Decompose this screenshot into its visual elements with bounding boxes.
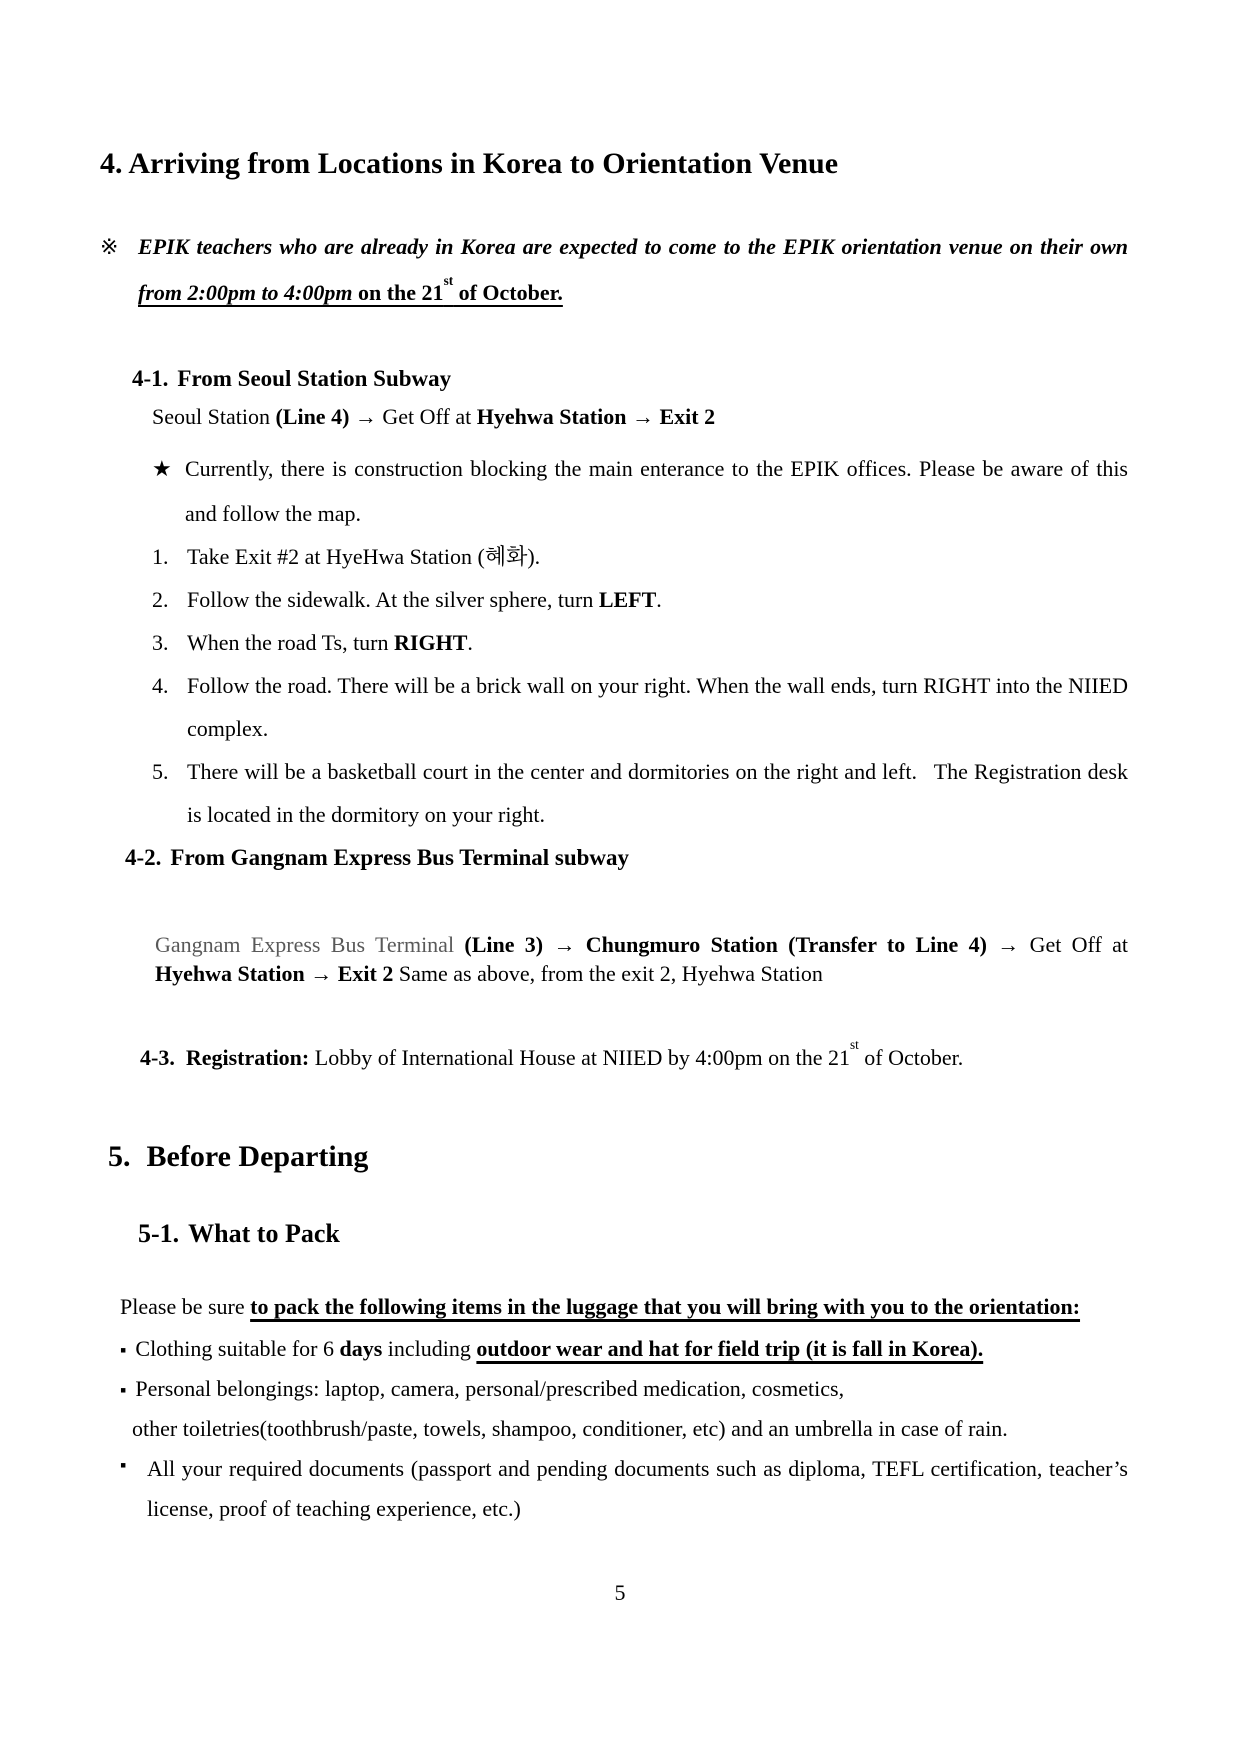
route-line-badge: (Line 3) xyxy=(464,931,544,957)
registration-label: Registration: xyxy=(185,1044,310,1070)
section-5-title xyxy=(108,1139,1128,1175)
page-number: 5 xyxy=(614,1580,626,1605)
route-run: → Get Off at xyxy=(349,404,477,430)
packing-item-text: Personal belongings: laptop, camera, personal/prescribed medication, cosmetics, xyxy=(135,1376,845,1402)
packing-instruction-emphasis: to pack the following items in the luggage that you will bring with you to the orientation: xyxy=(250,1294,1081,1320)
direction-step-3 xyxy=(152,622,1128,665)
packing-item-documents xyxy=(120,1449,1128,1529)
note-time: from 2:00pm to 4:00pm xyxy=(138,280,353,306)
step-text: Follow the sidewalk. At the silver sphere, turn xyxy=(187,587,599,613)
reference-mark-icon: ※ xyxy=(100,234,119,259)
star-icon: ★ xyxy=(152,456,172,482)
direction-step-1 xyxy=(152,536,1128,579)
step-number: 2. xyxy=(152,587,169,613)
epik-note-text xyxy=(138,224,1128,316)
note-lead: EPIK teachers who are already in Korea are expected to come to the EPIK orientation venue on their own xyxy=(138,234,1128,259)
bus-terminal-route xyxy=(155,930,1128,988)
step-text: When the road Ts, turn xyxy=(187,630,395,656)
subsection-5-1-number: 5-1. xyxy=(138,1219,180,1249)
note-date-rest: of October. xyxy=(453,280,563,306)
route-exit: Exit 2 xyxy=(659,404,716,430)
subsection-4-1-label: From Seoul Station Subway xyxy=(177,366,452,392)
direction-step-2 xyxy=(152,579,1128,622)
registration-info xyxy=(140,1037,1128,1074)
route-station: Hyehwa Station xyxy=(476,404,627,430)
subsection-4-2-number: 4-2. xyxy=(125,844,162,870)
packing-list xyxy=(120,1329,1128,1529)
section-5-number: 5. xyxy=(108,1140,131,1174)
subsection-4-1-number: 4-1. xyxy=(132,366,169,392)
construction-warning xyxy=(152,446,1128,536)
route-run: → Get Off at xyxy=(986,931,1128,957)
route-terminal: Gangnam Express Bus Terminal xyxy=(155,931,465,957)
note-underlined xyxy=(138,272,563,306)
route-run: → xyxy=(304,960,338,986)
route-run: → xyxy=(543,931,586,957)
step-text: Follow the road. There will be a brick wall on your right. When the wall ends, turn RIGHT into the NIIED complex. xyxy=(187,673,1128,742)
step-direction: RIGHT xyxy=(394,630,468,656)
route-line-badge: (Line 4) xyxy=(275,404,350,430)
packing-item-text: All your required documents (passport and pending documents such as diploma, TEFL certification, teacher’s license, proof of teaching experience, etc.) xyxy=(147,1456,1128,1522)
packing-item-text: Clothing suitable for 6 xyxy=(135,1336,340,1362)
square-bullet-icon: ▪ xyxy=(120,1380,127,1401)
step-number: 1. xyxy=(152,544,169,570)
subsection-5-1-heading xyxy=(138,1217,1128,1251)
section-4-title: 4. Arriving from Locations in Korea to Orientation Venue xyxy=(100,147,839,180)
square-bullet-icon: ▪ xyxy=(120,1455,127,1476)
step-number: 5. xyxy=(152,758,169,784)
subsection-4-1-heading xyxy=(132,364,1128,394)
direction-step-4 xyxy=(152,665,1128,751)
route-run: Same as above, from the exit 2, Hyehwa Station xyxy=(393,960,823,986)
registration-date-ordinal: st xyxy=(849,1037,859,1053)
step-number: 4. xyxy=(152,673,169,699)
subway-route-line xyxy=(152,400,1128,433)
route-exit: Exit 2 xyxy=(337,960,394,986)
route-run: Seoul Station xyxy=(152,404,276,430)
subsection-4-2-label: From Gangnam Express Bus Terminal subway xyxy=(170,844,630,870)
subsection-5-1-label: What to Pack xyxy=(188,1219,340,1249)
step-text: . xyxy=(656,587,662,613)
note-date-ordinal: st xyxy=(443,272,454,288)
packing-item-emphasis: days xyxy=(339,1336,383,1362)
registration-text: Lobby of International House at NIIED by 4:00pm on the 21 xyxy=(309,1044,850,1070)
step-direction: LEFT xyxy=(598,587,657,613)
route-run: → xyxy=(626,404,660,430)
route-transfer-station: Chungmuro Station (Transfer to Line 4) xyxy=(585,931,987,957)
epik-note xyxy=(100,224,1128,316)
step-text: Take Exit #2 at HyeHwa Station (혜화). xyxy=(187,544,541,570)
direction-step-5 xyxy=(152,751,1128,837)
packing-item-clothing xyxy=(120,1329,1128,1369)
route-station: Hyehwa Station xyxy=(155,960,305,986)
step-text: . xyxy=(467,630,473,656)
packing-item-underlined: outdoor wear and hat for field trip (it is fall in Korea). xyxy=(476,1336,984,1362)
registration-text: of October. xyxy=(858,1044,964,1070)
packing-item-text: including xyxy=(382,1336,477,1362)
step-text: There will be a basketball court in the center and dormitories on the right and left. The Registration desk is located in the dormitory on your right. xyxy=(187,758,1128,827)
packing-item-personal xyxy=(120,1369,1128,1449)
packing-item-text-continued: other toiletries(toothbrush/paste, towels, shampoo, conditioner, etc) and an umbrella in case of rain. xyxy=(132,1416,1008,1442)
square-bullet-icon: ▪ xyxy=(120,1340,127,1361)
section-5-label: Before Departing xyxy=(146,1140,369,1174)
subsection-4-2-heading xyxy=(125,843,1128,873)
subsection-4-3-number: 4-3. xyxy=(140,1044,175,1070)
construction-warning-text: Currently, there is construction blocking the main enterance to the EPIK offices. Please be aware of this and follow the map. xyxy=(185,456,1128,527)
packing-instruction xyxy=(120,1285,1128,1329)
step-number: 3. xyxy=(152,630,169,656)
note-date: on the 21 xyxy=(352,280,444,306)
packing-instruction-lead: Please be sure xyxy=(120,1294,251,1320)
direction-steps xyxy=(152,536,1128,836)
